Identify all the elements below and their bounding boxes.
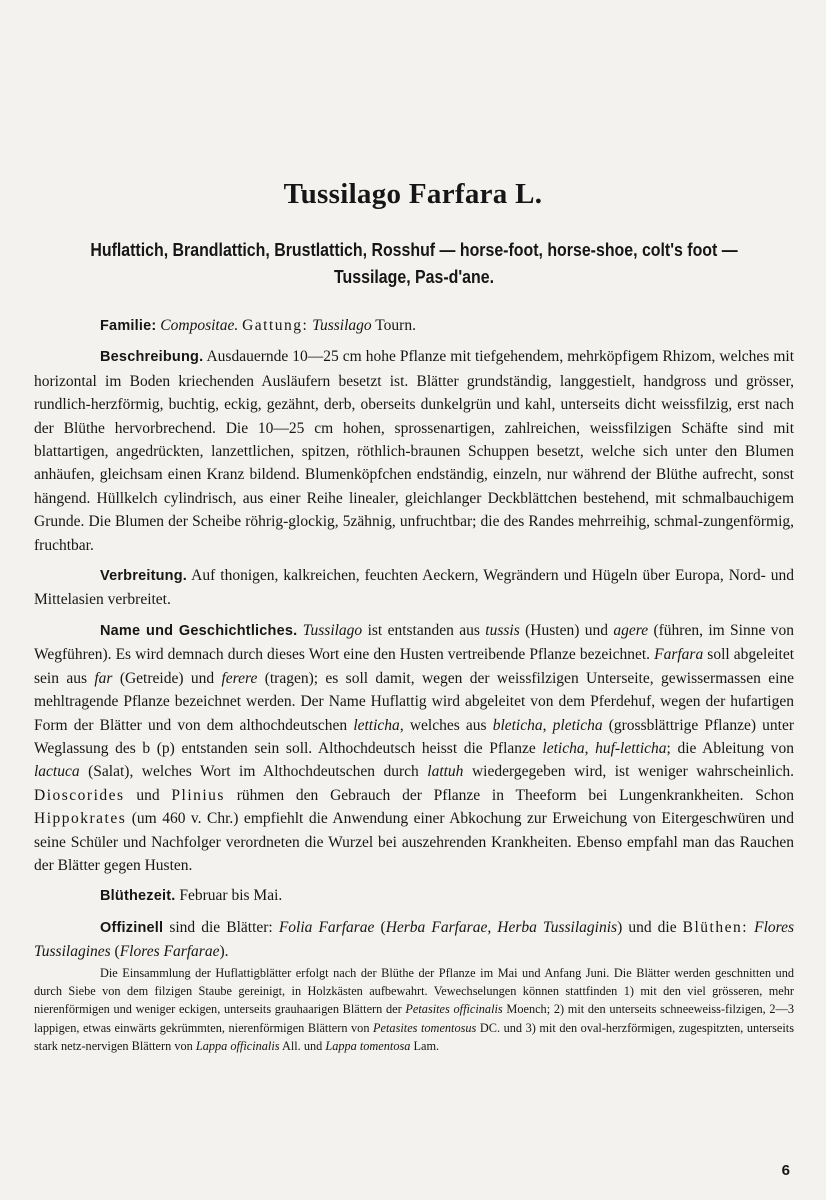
offizinell-text-1: sind die Blätter: xyxy=(169,918,273,936)
term-tussilago: Tussilago xyxy=(302,621,363,639)
name-text-7: , welches aus xyxy=(399,716,487,734)
verbreitung-paragraph xyxy=(34,564,794,612)
familie-paragraph xyxy=(34,314,794,338)
term-far: far xyxy=(94,669,113,687)
name-text-8: (grossblättrige Pflanze) unter Weglassung des b (p) entstanden sein soll. Althochdeutsch heisst die Pflanze xyxy=(34,716,795,757)
term-petasites-tomentosus: Petasites tomentosus xyxy=(373,1020,477,1035)
term-bleticha: bleticha xyxy=(492,716,543,734)
beschreibung-paragraph xyxy=(34,345,794,557)
term-huf-letticha: huf-letticha xyxy=(595,739,667,757)
term-leticha: leticha xyxy=(542,739,585,757)
bluethezeit-paragraph xyxy=(34,884,794,908)
common-names-line-1: Huflattich, Brandlattich, Brustlattich, Rosshuf — horse-foot, horse-shoe, colt's foot — xyxy=(90,239,738,260)
term-herba: Herba Farfarae, Herba Tussilaginis xyxy=(385,918,618,936)
person-hippokrates: Hippokrates xyxy=(34,810,127,828)
note-text-5: Lam. xyxy=(413,1039,440,1054)
person-dioscorides: Dioscorides xyxy=(34,786,125,804)
name-text-1: ist entstanden aus xyxy=(367,621,480,639)
name-text-2: (Husten) und xyxy=(525,621,608,639)
page-number: 6 xyxy=(781,1162,790,1179)
offizinell-label: Offizinell xyxy=(100,919,164,936)
name-text-3: (führen, im Sinne von Wegführen). Es wird demnach durch dieses Wort eine den Husten vertreibende Pflanze bezeichnet. xyxy=(34,621,794,664)
term-farfara: Farfara xyxy=(654,646,704,664)
beschreibung-text: Ausdauernde 10—25 cm hohe Pflanze mit tiefgehendem, mehrköpfigem Rhizom, welches mit horizontal im Boden kriechenden Ausläufern besetzt ist. Blätter grundständig, langgestielt, handgross und grösser, rundlich-herzförmig, buchtig, eckig, gezähnt, derb, oberseits dunkelgrün und kahl, unterseits dicht weissfilzig, erst nach der Blüthe hervorbrechend. Die 10—25 cm hohen, sprossenartigen, zahlreichen, weissfilzigen Schäfte sind mit blattartigen, angedrückten, lanzettlichen, spitzen, röthlich-braunen Schuppen besetzt, welche sich unter den Blumen anhäufen, gleichsam einen Kranz bildend. Blumenköpfchen endständig, einzeln, nur während der Blüthe aufrecht, sonst hängend. Hüllkelch cylindrisch, aus einer Reihe linealer, gleichlanger Deckblättchen bestehend, mit schmalbauchigem Grunde. Die Blumen der Scheibe röhrig-glockig, 5zähnig, unfruchtbar; die des Randes mehrreihig, schmal-zungenförmig, fruchtbar. xyxy=(34,348,794,554)
name-text-5: (Getreide) und xyxy=(119,669,215,687)
name-text-10: (Salat), welches Wort im Althochdeutschen durch xyxy=(88,763,419,781)
term-flores-farfarae: Flores Farfarae xyxy=(119,943,220,961)
name-text-7b: , xyxy=(542,716,547,734)
offizinell-end: . xyxy=(224,943,229,961)
bluethezeit-text: Februar bis Mai. xyxy=(179,887,283,905)
page-title: Tussilago Farfara L. xyxy=(283,178,543,210)
term-letticha: letticha xyxy=(353,716,400,734)
term-lappa-tomentosa: Lappa tomentosa xyxy=(325,1039,411,1054)
term-pleticha: pleticha xyxy=(552,716,603,734)
name-text-14: (um 460 v. Chr.) empfiehlt die Anwendung einer Abkochung zur Erweichung von Eitergeschwüren und seine Schüler und Nachfolger verordneten die Wurzel bei auszehrenden Krankheiten. Ebenso empfahl man das Rauchen der Blätter gegen Husten. xyxy=(34,810,794,874)
common-names xyxy=(87,236,741,290)
name-text-8b: , xyxy=(584,739,589,757)
term-tussis: tussis xyxy=(485,621,520,639)
name-label: Name und Geschichtliches. xyxy=(100,622,298,639)
offizinell-paragraph: Offizinell sind die Blätter: Folia Farfarae (Herba Farfarae, Herba Tussilaginis) und die Blüthen: Flores Tussilagines (Flores Farfarae). xyxy=(34,918,795,961)
note-text-2: Moench; 2) mit den unterseits schneeweiss-filzigen, 2—3 lappigen, etwas einwärts gekrümmten, nierenförmigen Blättern von xyxy=(34,1002,794,1035)
familie-value: Compositae. xyxy=(160,317,239,334)
note-text-4: All. und xyxy=(281,1039,323,1054)
offizinell-bluethen: Blüthen: xyxy=(682,918,749,936)
term-flores-tussilagines: Flores Tussilagines xyxy=(34,918,795,961)
familie-label: Familie: xyxy=(100,318,157,334)
term-lactuca: lactuca xyxy=(34,763,80,781)
person-plinius: Plinius xyxy=(171,786,225,804)
verbreitung-text: Auf thonigen, kalkreichen, feuchten Aeckern, Wegrändern und Hügeln über Europa, Nord- und Mittelasien verbreitet. xyxy=(34,567,794,609)
collection-note xyxy=(34,964,794,1056)
name-paragraph xyxy=(34,619,794,877)
term-petasites-officinalis: Petasites officinalis xyxy=(405,1002,503,1017)
main-text xyxy=(34,314,794,1063)
name-text-12: und xyxy=(136,786,160,804)
name-text-4: soll abgeleitet sein aus xyxy=(34,646,795,687)
offizinell-text-2: und die xyxy=(628,918,677,936)
name-text-6: (tragen); es soll damit, wegen der weissfilzigen Unterseite, gewissermassen eine mehltragende Pflanze bezeichnet werden. Der Name Huflattig wird abgeleitet von dem Pferdehuf, wegen der hufartigen Form der Blätter und von dem althochdeutschen xyxy=(34,669,795,734)
verbreitung-label: Verbreitung. xyxy=(100,568,187,585)
term-lattuh: lattuh xyxy=(427,763,464,781)
common-names-line-2: Tussilage, Pas-d'ane. xyxy=(333,266,494,287)
term-folia-farfarae: Folia Farfarae xyxy=(278,918,375,936)
bluethezeit-label: Blüthezeit. xyxy=(100,888,176,905)
term-agere: agere xyxy=(613,621,649,639)
beschreibung-label: Beschreibung. xyxy=(100,349,204,366)
note-text-3: DC. und 3) mit den oval-herzförmigen, zugespitzten, unterseits stark netz-nervigen Blättern von xyxy=(34,1020,795,1054)
name-text-11: wiedergegeben wird, ist weniger wahrscheinlich. xyxy=(471,763,795,781)
name-text-13: rühmen den Gebrauch der Pflanze in Theeform bei Lungenkrankheiten. Schon xyxy=(236,786,795,804)
gattung-value: Tussilago xyxy=(312,317,372,334)
note-text-1: Die Einsammlung der Huflattigblätter erfolgt nach der Blüthe der Pflanze im Mai und Anfang Juni. Die Blätter werden geschnitten und durch Siebe von dem filzigen Staube gereinigt, in Holzkästen aufbewahrt. Vewechselungen können stattfinden 1) mit den viel grösseren, mehr nierenförmigen und weniger eckigen, unterseits grauhaarigen Blättern der xyxy=(34,965,794,1017)
term-lappa-officinalis: Lappa officinalis xyxy=(195,1039,280,1054)
gattung-label: Gattung: xyxy=(242,317,309,334)
term-ferere: ferere xyxy=(221,669,258,687)
gattung-author: Tourn. xyxy=(375,317,416,334)
name-text-9: ; die Ableitung von xyxy=(666,739,795,757)
